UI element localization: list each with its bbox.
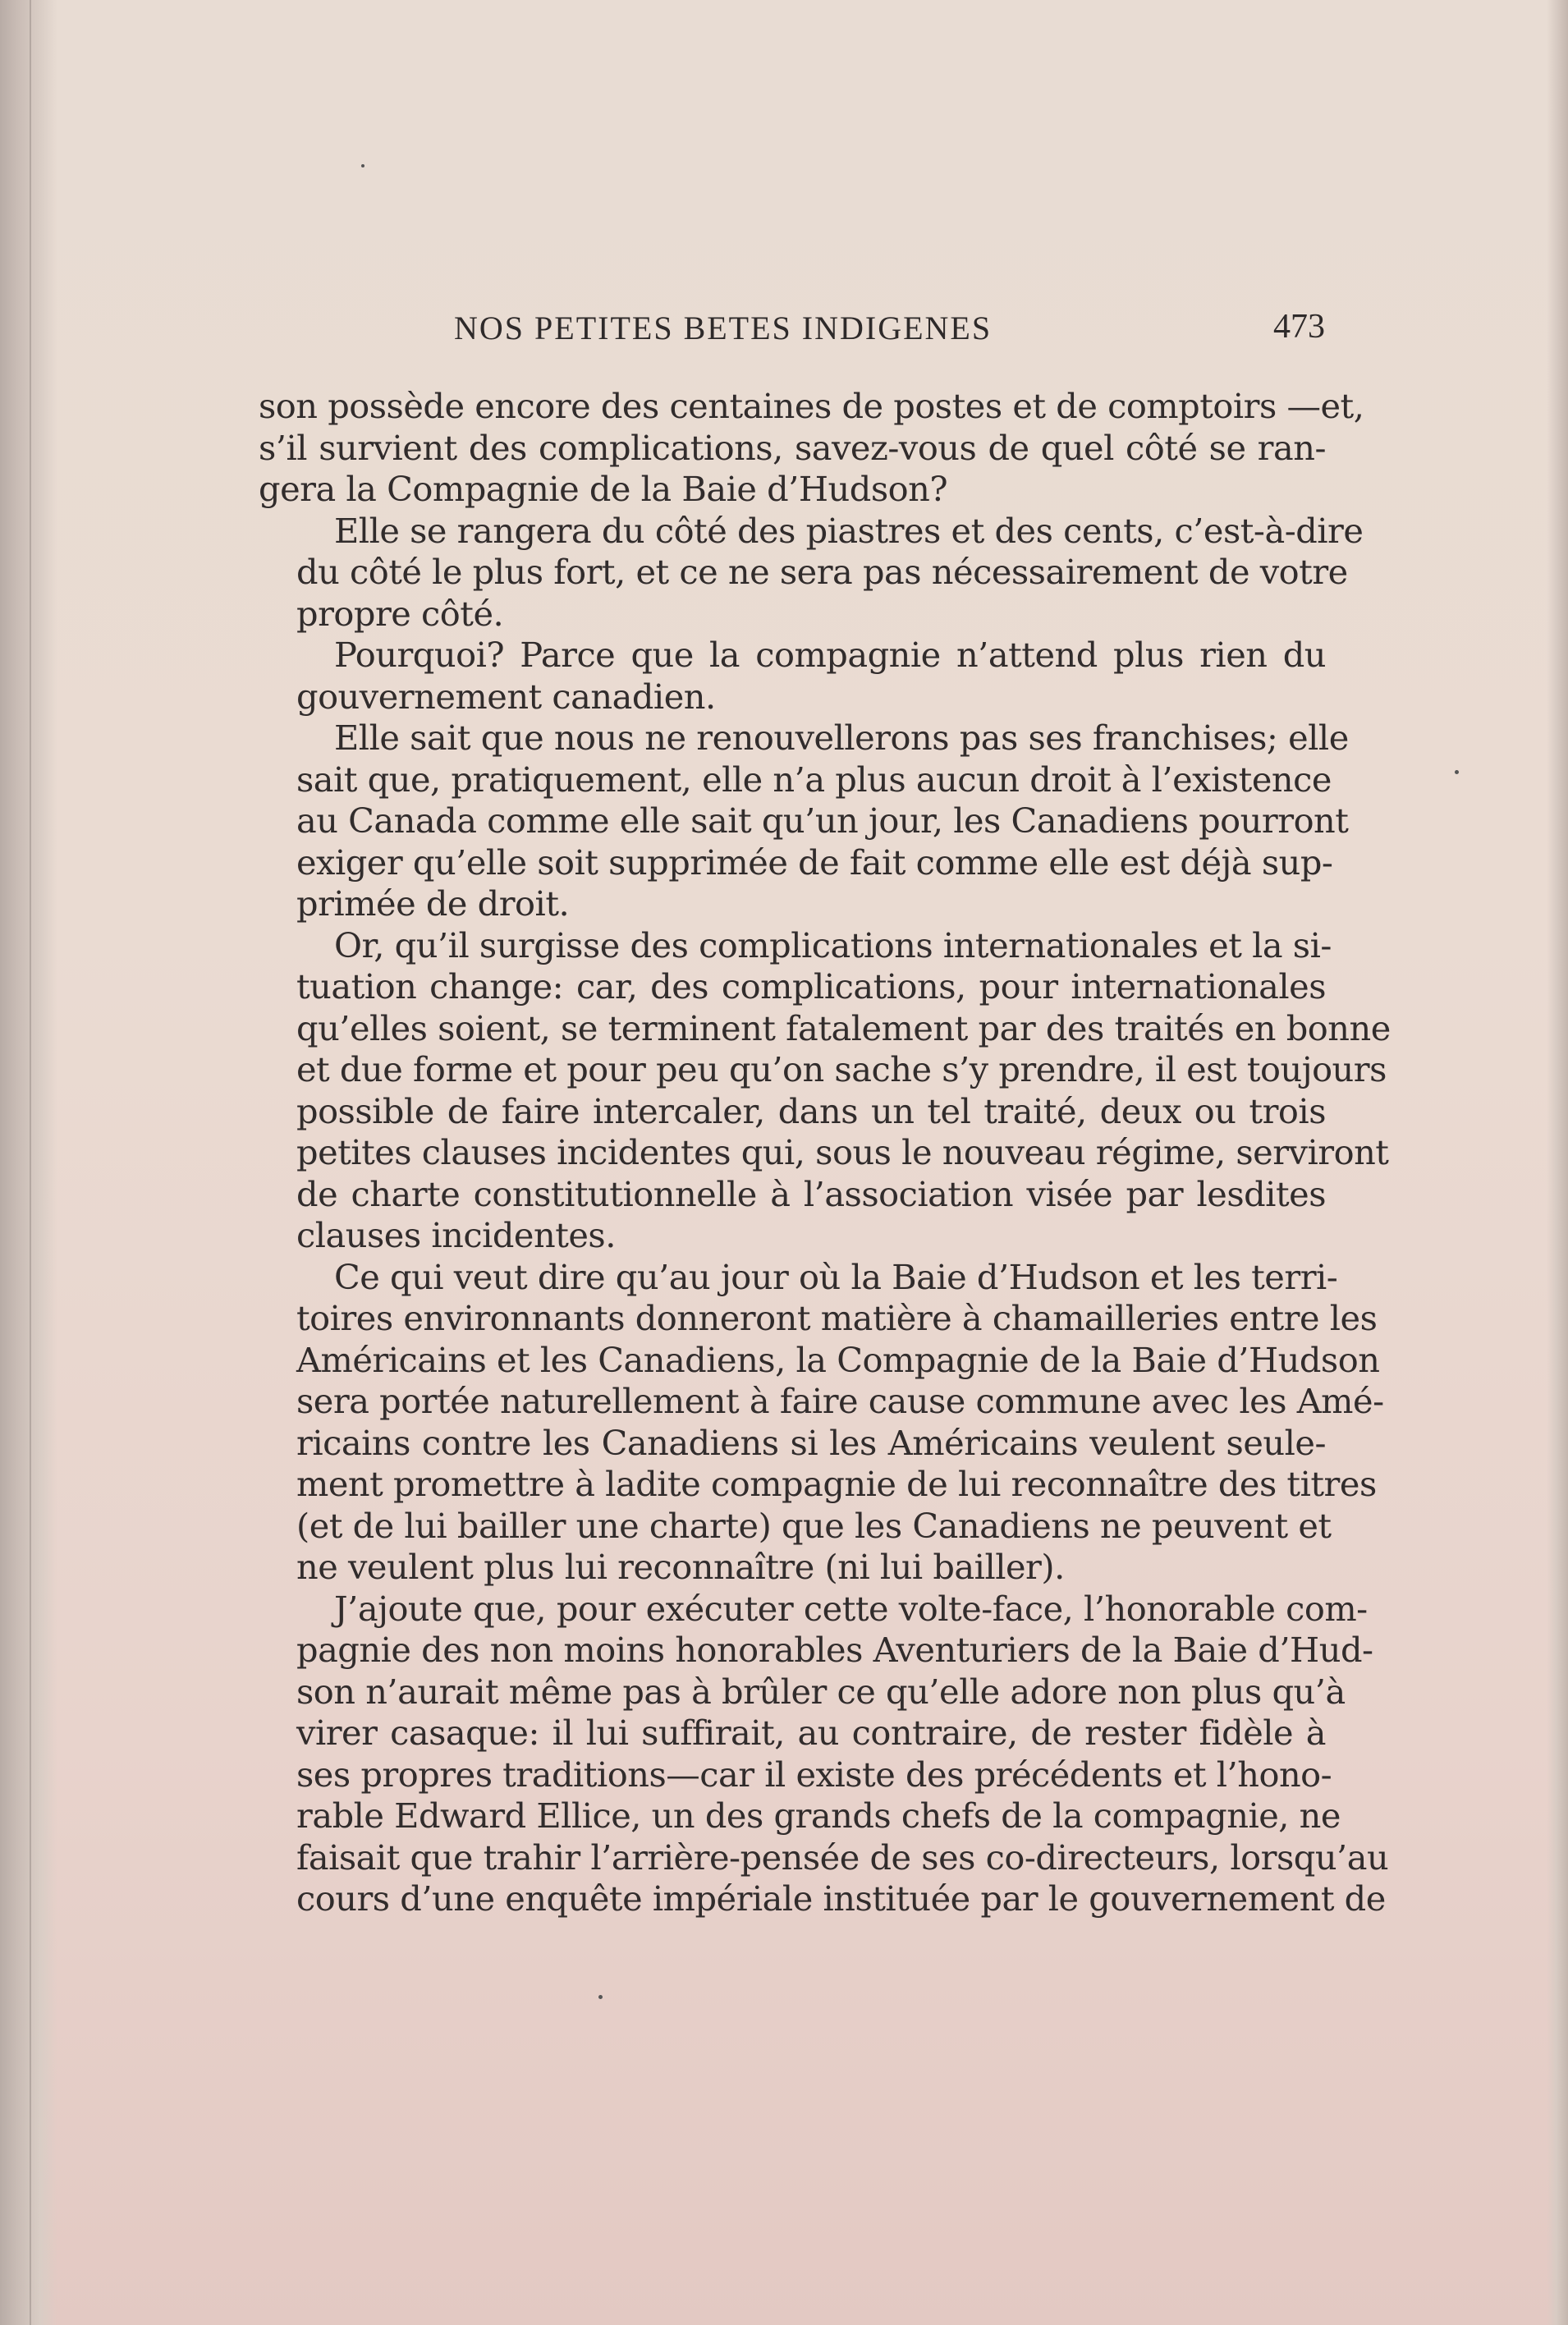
text-line: son possède encore des centaines de postes et de comptoirs —et, <box>259 386 1364 426</box>
paragraph <box>259 510 1364 635</box>
text-line: et due forme et pour peu qu’on sache s’y prendre, il est toujours <box>296 1049 1387 1089</box>
text-line: Or, qu’il surgisse des complications internationales et la si- <box>334 924 1332 965</box>
text-line: J’ajoute que, pour exécuter cette volte-face, l’honorable com- <box>334 1588 1368 1629</box>
text-line: cours d’une enquête impériale instituée par le gouvernement de <box>296 1878 1386 1919</box>
ink-speck <box>361 164 364 167</box>
text-line: rable Edward Ellice, un des grands chefs de la compagnie, ne <box>296 1795 1341 1836</box>
page-right-edge <box>1547 0 1568 2325</box>
text-line: gera la Compagnie de la Baie d’Hudson? <box>259 469 948 509</box>
body-text <box>259 386 1391 1920</box>
ink-speck <box>598 1995 603 1999</box>
text-line: (et de lui bailler une charte) que les Canadiens ne peuvent et <box>296 1505 1332 1546</box>
text-line: de charte constitutionnelle à l’association visée par lesdites <box>296 1173 1326 1214</box>
paragraph <box>259 1588 1389 1920</box>
text-line: son n’aurait même pas à brûler ce qu’elle adore non plus qu’à <box>296 1671 1346 1712</box>
text-line: ment promettre à ladite compagnie de lui reconnaître des titres <box>296 1464 1377 1504</box>
paragraph <box>259 386 1364 511</box>
text-line: Elle sait que nous ne renouvellerons pas ses franchises; elle <box>334 718 1349 758</box>
ink-speck <box>1455 770 1459 774</box>
binding-edge <box>30 0 31 2325</box>
text-line: s’il survient des complications, savez-vous de quel côté se ran- <box>259 427 1326 468</box>
text-line: pagnie des non moins honorables Aventuriers de la Baie d’Hud- <box>296 1630 1373 1670</box>
text-line: possible de faire intercaler, dans un tel traité, deux ou trois <box>296 1090 1326 1131</box>
text-line: gouvernement canadien. <box>296 676 716 717</box>
text-line: Américains et les Canadiens, la Compagnie de la Baie d’Hudson <box>296 1339 1380 1380</box>
page-header <box>246 309 1330 358</box>
text-line: Elle se rangera du côté des piastres et des cents, c’est-à-dire <box>334 510 1364 551</box>
text-line: qu’elles soient, se terminent fatalement par des traités en bonne <box>296 1007 1391 1048</box>
text-line: sera portée naturellement à faire cause commune avec les Amé- <box>296 1381 1384 1421</box>
page-number: 473 <box>1273 308 1325 346</box>
paragraph <box>259 635 1326 718</box>
text-line: petites clauses incidentes qui, sous le nouveau régime, serviront <box>296 1132 1389 1172</box>
text-line: ses propres traditions—car il existe des précédents et l’hono- <box>296 1754 1332 1795</box>
text-line: ricains contre les Canadiens si les Américains veulent seule- <box>296 1422 1326 1463</box>
text-line: sait que, pratiquement, elle n’a plus aucun droit à l’existence <box>296 759 1332 800</box>
text-line: primée de droit. <box>296 883 570 924</box>
text-line: propre côté. <box>296 593 504 634</box>
book-gutter <box>0 0 57 2325</box>
running-title: NOS PETITES BETES INDIGENES <box>454 310 993 346</box>
text-line: Pourquoi? Parce que la compagnie n’attend plus rien du <box>334 635 1326 675</box>
text-line: Ce qui veut dire qu’au jour où la Baie d’Hudson et les terri- <box>334 1256 1338 1297</box>
paragraph <box>259 718 1349 925</box>
text-line: clauses incidentes. <box>296 1215 616 1255</box>
text-line: ne veulent plus lui reconnaître (ni lui bailler). <box>296 1547 1065 1587</box>
text-line: du côté le plus fort, et ce ne sera pas nécessairement de votre <box>296 552 1348 592</box>
text-line: virer casaque: il lui suffirait, au contraire, de rester fidèle à <box>296 1713 1326 1753</box>
paragraph <box>259 1256 1384 1589</box>
text-line: tuation change: car, des complications, pour internationales <box>296 966 1326 1007</box>
text-line: toires environnants donneront matière à chamailleries entre les <box>296 1298 1378 1338</box>
text-line: exiger qu’elle soit supprimée de fait comme elle est déjà sup- <box>296 841 1333 883</box>
text-line: faisait que trahir l’arrière-pensée de ses co-directeurs, lorsqu’au <box>296 1837 1389 1878</box>
text-line: au Canada comme elle sait qu’un jour, les Canadiens pourront <box>296 800 1349 841</box>
paragraph <box>259 924 1391 1257</box>
